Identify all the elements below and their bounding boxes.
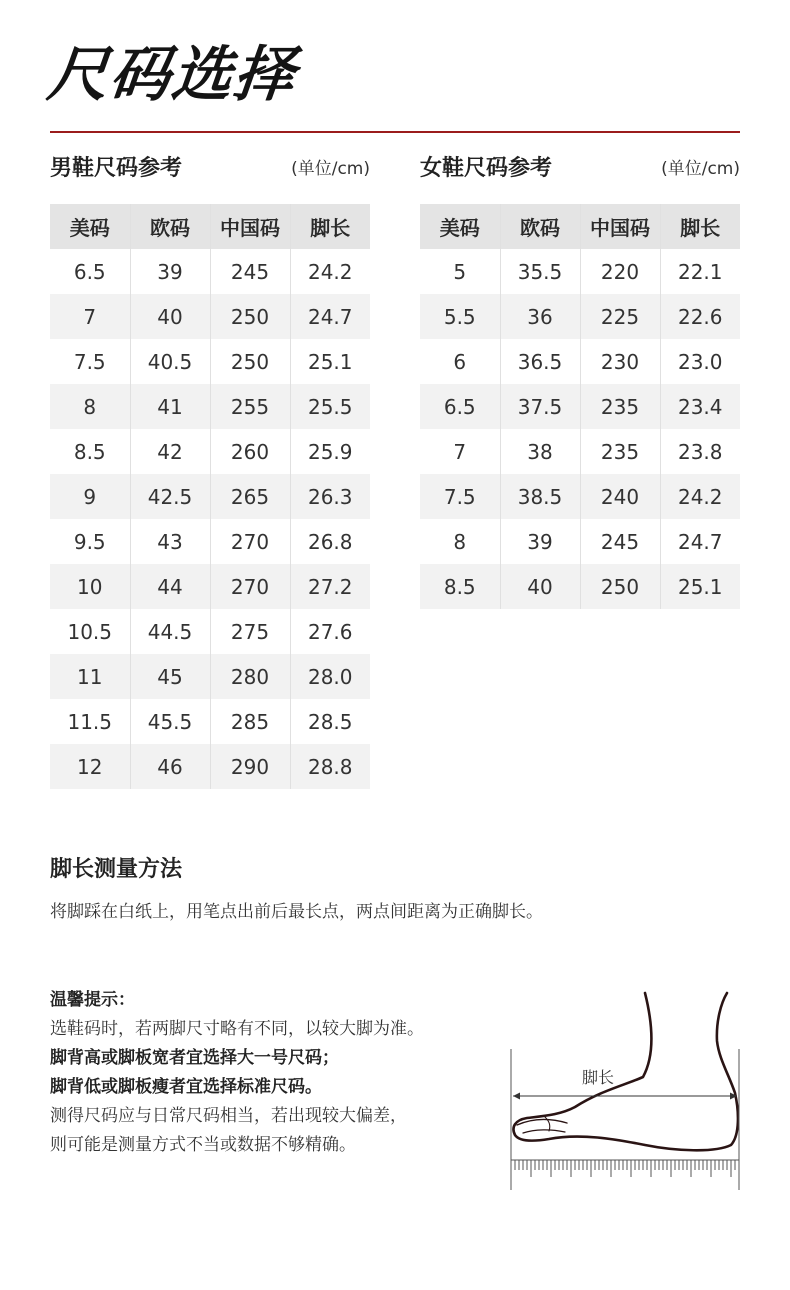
table-cell: 8.5 [50, 429, 130, 474]
women-size-table [420, 204, 740, 609]
table-cell: 230 [580, 339, 660, 384]
table-cell: 25.5 [290, 384, 370, 429]
table-cell: 27.2 [290, 564, 370, 609]
table-cell: 42.5 [130, 474, 210, 519]
table-cell: 27.6 [307, 619, 353, 644]
table-cell: 240 [580, 474, 660, 519]
table-cell: 290 [210, 744, 290, 789]
table-cell: 9.5 [50, 519, 130, 564]
table-cell: 23.4 [660, 384, 740, 429]
title-divider [50, 131, 740, 133]
men-section-header [50, 152, 370, 186]
ruler-icon [511, 1160, 739, 1177]
men-section-title: 男鞋尺码参考 [50, 156, 183, 181]
table-row [50, 744, 370, 789]
table-cell: 11.5 [50, 699, 130, 744]
table-cell: 9 [50, 474, 130, 519]
table-cell: 36 [500, 294, 580, 339]
tips-list [50, 1015, 424, 1160]
method-text: 将脚踩在白纸上，用笔点出前后最长点，两点间距离为正确脚长。 [50, 902, 543, 922]
table-row [420, 429, 740, 474]
table-cell: 11 [50, 654, 130, 699]
table-cell: 225 [580, 294, 660, 339]
table-cell: 250 [210, 294, 290, 339]
table-row [50, 294, 370, 339]
table-cell: 44 [130, 564, 210, 609]
column-header: 中国码 [210, 204, 290, 249]
column-header: 美码 [420, 204, 500, 249]
table-cell: 26.8 [307, 529, 353, 554]
table-cell: 275 [210, 609, 290, 654]
table-cell: 45 [130, 654, 210, 699]
foot-measure-diagram [505, 985, 745, 1195]
table-cell: 270 [210, 519, 290, 564]
table-cell: 39 [130, 249, 210, 294]
column-header: 中国码 [580, 204, 660, 249]
table-cell: 40 [500, 564, 580, 609]
tip-line: 测得尺码应与日常尺码相当，若出现较大偏差， [50, 1106, 407, 1126]
tip-line: 脚背低或脚板瘦者宜选择标准尺码。 [50, 1077, 322, 1097]
table-cell: 22.1 [677, 259, 723, 284]
table-row [50, 339, 370, 384]
table-cell: 235 [580, 429, 660, 474]
table-cell: 250 [210, 339, 290, 384]
table-cell: 36.5 [500, 339, 580, 384]
table-row [50, 519, 370, 564]
table-cell: 6.5 [420, 384, 500, 429]
table-cell: 7 [50, 294, 130, 339]
method-title: 脚长测量方法 [50, 857, 183, 882]
table-cell: 24.2 [660, 474, 740, 519]
table-cell: 22.6 [660, 294, 740, 339]
table-cell: 24.2 [307, 259, 353, 284]
tip-line: 则可能是测量方式不当或数据不够精确。 [50, 1135, 356, 1155]
table-cell: 255 [210, 384, 290, 429]
table-cell: 43 [130, 519, 210, 564]
column-header: 美码 [50, 204, 130, 249]
table-row [420, 294, 740, 339]
table-cell: 23.8 [677, 439, 723, 464]
table-row [420, 519, 740, 564]
table-cell: 46 [130, 744, 210, 789]
table-cell: 42 [130, 429, 210, 474]
table-cell: 250 [580, 564, 660, 609]
table-cell: 270 [210, 564, 290, 609]
foot-outline-icon [514, 993, 738, 1150]
table-cell: 40 [130, 294, 210, 339]
table-cell: 28.5 [307, 709, 353, 734]
table-cell: 265 [210, 474, 290, 519]
table-cell: 7.5 [420, 474, 500, 519]
table-cell: 38 [500, 429, 580, 474]
table-cell: 24.7 [677, 529, 723, 554]
table-header-row [420, 204, 740, 249]
table-cell: 35.5 [500, 249, 580, 294]
tips-block [50, 986, 424, 1160]
table-row [50, 564, 370, 609]
table-cell: 6.5 [50, 249, 130, 294]
table-row [420, 249, 740, 294]
column-header: 脚长 [290, 204, 370, 249]
table-cell: 245 [580, 519, 660, 564]
men-unit-label: (单位/cm) [291, 159, 370, 179]
men-size-table [50, 204, 370, 789]
table-row [420, 339, 740, 384]
column-header: 脚长 [660, 204, 740, 249]
table-cell: 44.5 [130, 609, 210, 654]
tip-line: 脚背高或脚板宽者宜选择大一号尺码； [50, 1048, 339, 1068]
table-cell: 25.1 [660, 564, 740, 609]
table-cell: 8.5 [420, 564, 500, 609]
table-cell: 26.3 [290, 474, 370, 519]
table-cell: 220 [580, 249, 660, 294]
table-cell: 25.1 [307, 349, 353, 374]
table-cell: 8 [420, 519, 500, 564]
table-cell: 25.9 [307, 439, 353, 464]
foot-length-label: 脚长 [582, 1068, 615, 1087]
table-cell: 7 [420, 429, 500, 474]
women-section-header [420, 152, 740, 186]
table-row [50, 699, 370, 744]
column-header: 欧码 [500, 204, 580, 249]
table-cell: 285 [210, 699, 290, 744]
table-row [420, 384, 740, 429]
table-row [50, 654, 370, 699]
table-cell: 39 [500, 519, 580, 564]
table-row [420, 564, 740, 609]
table-cell: 5 [420, 249, 500, 294]
tip-line: 选鞋码时，若两脚尺寸略有不同，以较大脚为准。 [50, 1019, 424, 1039]
column-header: 欧码 [130, 204, 210, 249]
table-row [50, 609, 370, 654]
table-cell: 280 [210, 654, 290, 699]
table-row [420, 474, 740, 519]
table-cell: 12 [50, 744, 130, 789]
length-arrow-icon [513, 1093, 737, 1100]
table-row [50, 249, 370, 294]
table-row [50, 429, 370, 474]
table-cell: 5.5 [420, 294, 500, 339]
table-cell: 37.5 [500, 384, 580, 429]
table-cell: 10.5 [50, 609, 130, 654]
table-cell: 45.5 [130, 699, 210, 744]
table-cell: 28.8 [290, 744, 370, 789]
table-cell: 38.5 [500, 474, 580, 519]
table-cell: 8 [50, 384, 130, 429]
table-row [50, 474, 370, 519]
table-cell: 245 [210, 249, 290, 294]
table-cell: 235 [580, 384, 660, 429]
table-cell: 40.5 [130, 339, 210, 384]
table-cell: 10 [50, 564, 130, 609]
table-cell: 23.0 [677, 349, 723, 374]
table-cell: 260 [210, 429, 290, 474]
table-cell: 7.5 [50, 339, 130, 384]
tips-title: 温馨提示： [50, 990, 135, 1010]
table-cell: 24.7 [290, 294, 370, 339]
women-section-title: 女鞋尺码参考 [420, 156, 553, 181]
table-row [50, 384, 370, 429]
table-cell: 41 [130, 384, 210, 429]
table-cell: 28.0 [290, 654, 370, 699]
table-cell: 6 [420, 339, 500, 384]
table-header-row [50, 204, 370, 249]
page-title: 尺码选择 [44, 40, 300, 110]
women-unit-label: (单位/cm) [661, 159, 740, 179]
